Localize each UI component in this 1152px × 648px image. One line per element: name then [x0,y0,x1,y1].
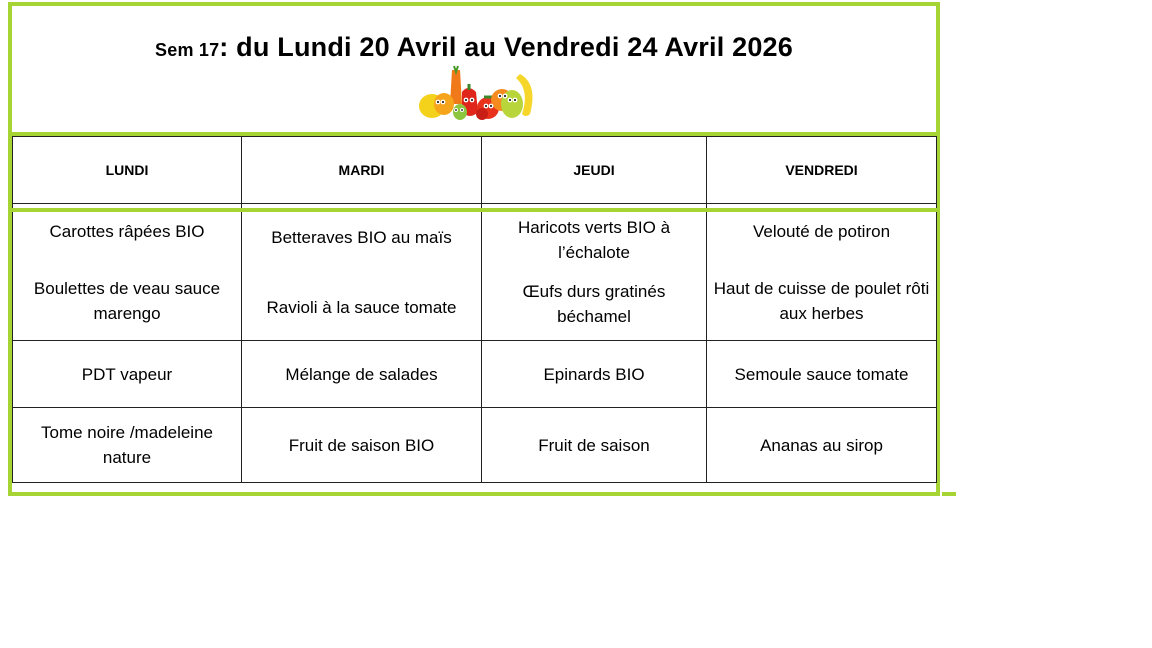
mardi-dessert: Fruit de saison BIO [242,408,482,483]
day-header-mardi: MARDI [242,137,482,204]
lundi-main: Boulettes de veau sauce marengo [33,278,221,323]
border-trail [942,492,956,496]
mardi-side: Mélange de salades [242,341,482,408]
mardi-starter: Betteraves BIO au maïs [271,227,452,247]
jeudi-starter-main-cell [482,204,707,341]
menu-header [12,6,936,136]
lundi-starter-main-cell [13,204,242,341]
side-row [13,341,937,408]
menu-frame [8,2,940,496]
week-label: Sem 17 [155,40,220,60]
mardi-main: Ravioli à la sauce tomate [266,297,457,317]
lundi-starter: Carottes râpées BIO [49,221,205,241]
jeudi-starter: Haricots verts BIO à l’échalote [517,218,671,262]
menu-table [12,136,937,483]
mardi-starter-main-cell [242,204,482,341]
day-header-jeudi: JEUDI [482,137,707,204]
day-header-row [13,137,937,204]
jeudi-dessert: Fruit de saison [482,408,707,483]
vendredi-starter-main-cell [707,204,937,341]
section-divider [12,208,940,212]
vendredi-dessert: Ananas au sirop [707,408,937,483]
day-header-vendredi: VENDREDI [707,137,937,204]
jeudi-main: Œufs durs gratinés béchamel [522,282,666,326]
fruits-vegetables-illustration [416,64,540,122]
jeudi-side: Epinards BIO [482,341,707,408]
date-range: : du Lundi 20 Avril au Vendredi 24 Avril 2026 [219,32,793,62]
day-header-lundi: LUNDI [13,137,242,204]
vendredi-starter: Velouté de potiron [752,221,891,241]
dessert-row [13,408,937,483]
vendredi-main: Haut de cuisse de poulet rôti aux herbes [713,278,930,323]
vendredi-side: Semoule sauce tomate [707,341,937,408]
lundi-side: PDT vapeur [13,341,242,408]
starter-main-row [13,204,937,341]
lundi-dessert: Tome noire /madeleine nature [13,408,242,483]
page-title [12,32,936,63]
